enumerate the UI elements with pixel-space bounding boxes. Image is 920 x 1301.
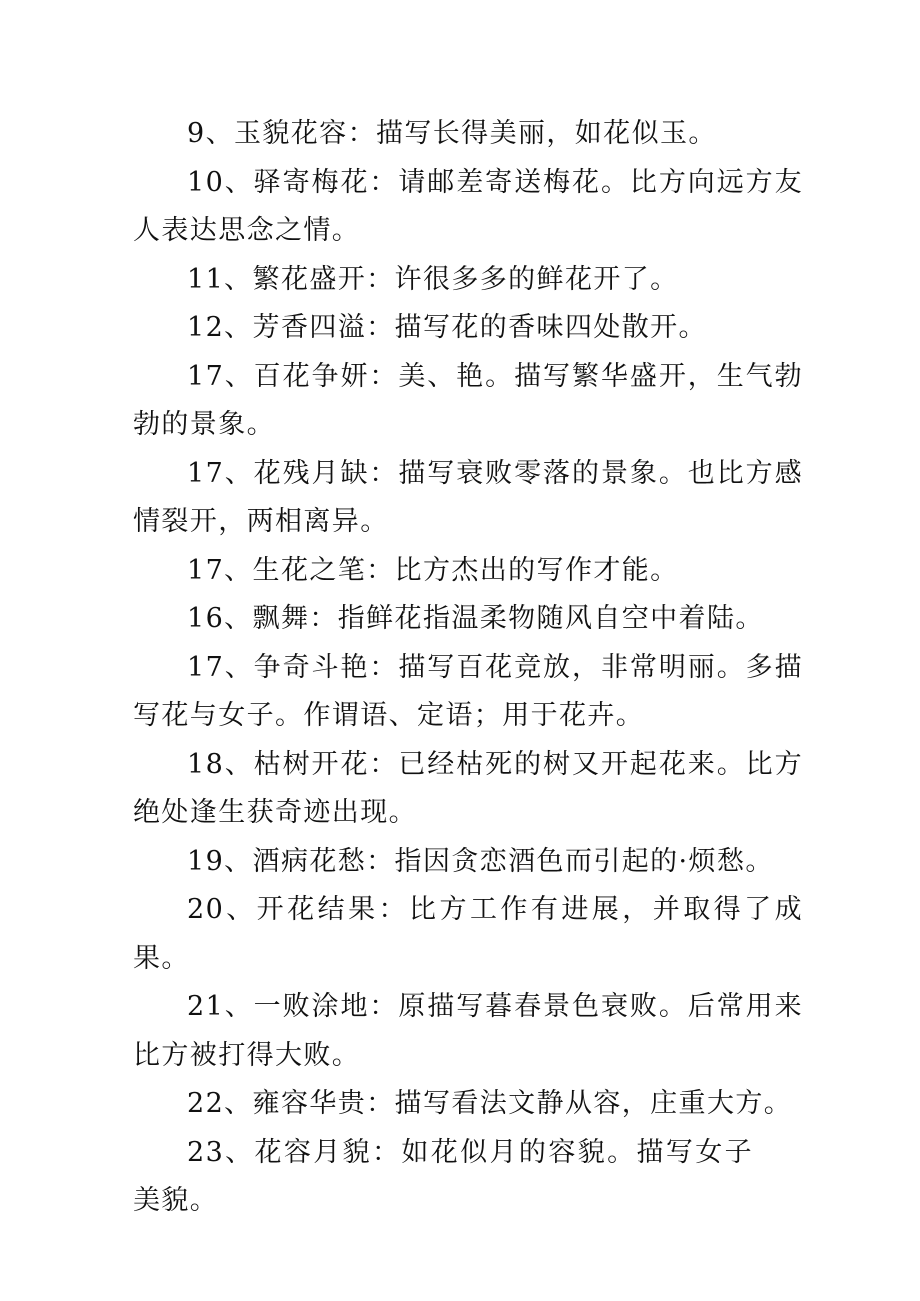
list-item: 17、生花之笔：比方杰出的写作才能。 [187, 554, 679, 586]
list-item: 23、花容月貌：如花似月的容貌。描写女子美貌。 [133, 1136, 753, 1216]
list-item: 18、枯树开花：已经枯死的树又开起花来。比方绝处逢生获奇迹出现。 [133, 748, 803, 828]
list-item: 10、驿寄梅花：请邮差寄送梅花。比方向远方友人表达思念之情。 [133, 166, 803, 246]
list-item: 11、繁花盛开：许很多多的鲜花开了。 [187, 263, 679, 295]
list-item: 19、酒病花愁：指因贪恋酒色而引起的·烦愁。 [187, 845, 774, 877]
list-item: 12、芳香四溢：描写花的香味四处散开。 [187, 312, 707, 343]
list-item: 20、开花结果：比方工作有进展，并取得了成果。 [133, 894, 803, 974]
list-item: 17、争奇斗艳：描写百花竞放，非常明丽。多描写花与女子。作谓语、定语；用于花卉。 [133, 651, 803, 731]
list-item: 16、飘舞：指鲜花指温柔物随风自空中着陆。 [187, 603, 764, 634]
list-item: 22、雍容华贵：描写看法文静从容，庄重大方。 [187, 1088, 793, 1119]
idiom-list [133, 110, 803, 1226]
list-item: 21、一败涂地：原描写暮春景色衰败。后常用来比方被打得大败。 [133, 991, 803, 1071]
list-item: 9、玉貌花容：描写长得美丽，如花似玉。 [187, 118, 717, 149]
list-item: 17、百花争妍：美、艳。描写繁华盛开，生气勃勃的景象。 [133, 360, 803, 440]
list-item: 17、花残月缺：描写衰败零落的景象。也比方感情裂开，两相离异。 [133, 457, 803, 537]
